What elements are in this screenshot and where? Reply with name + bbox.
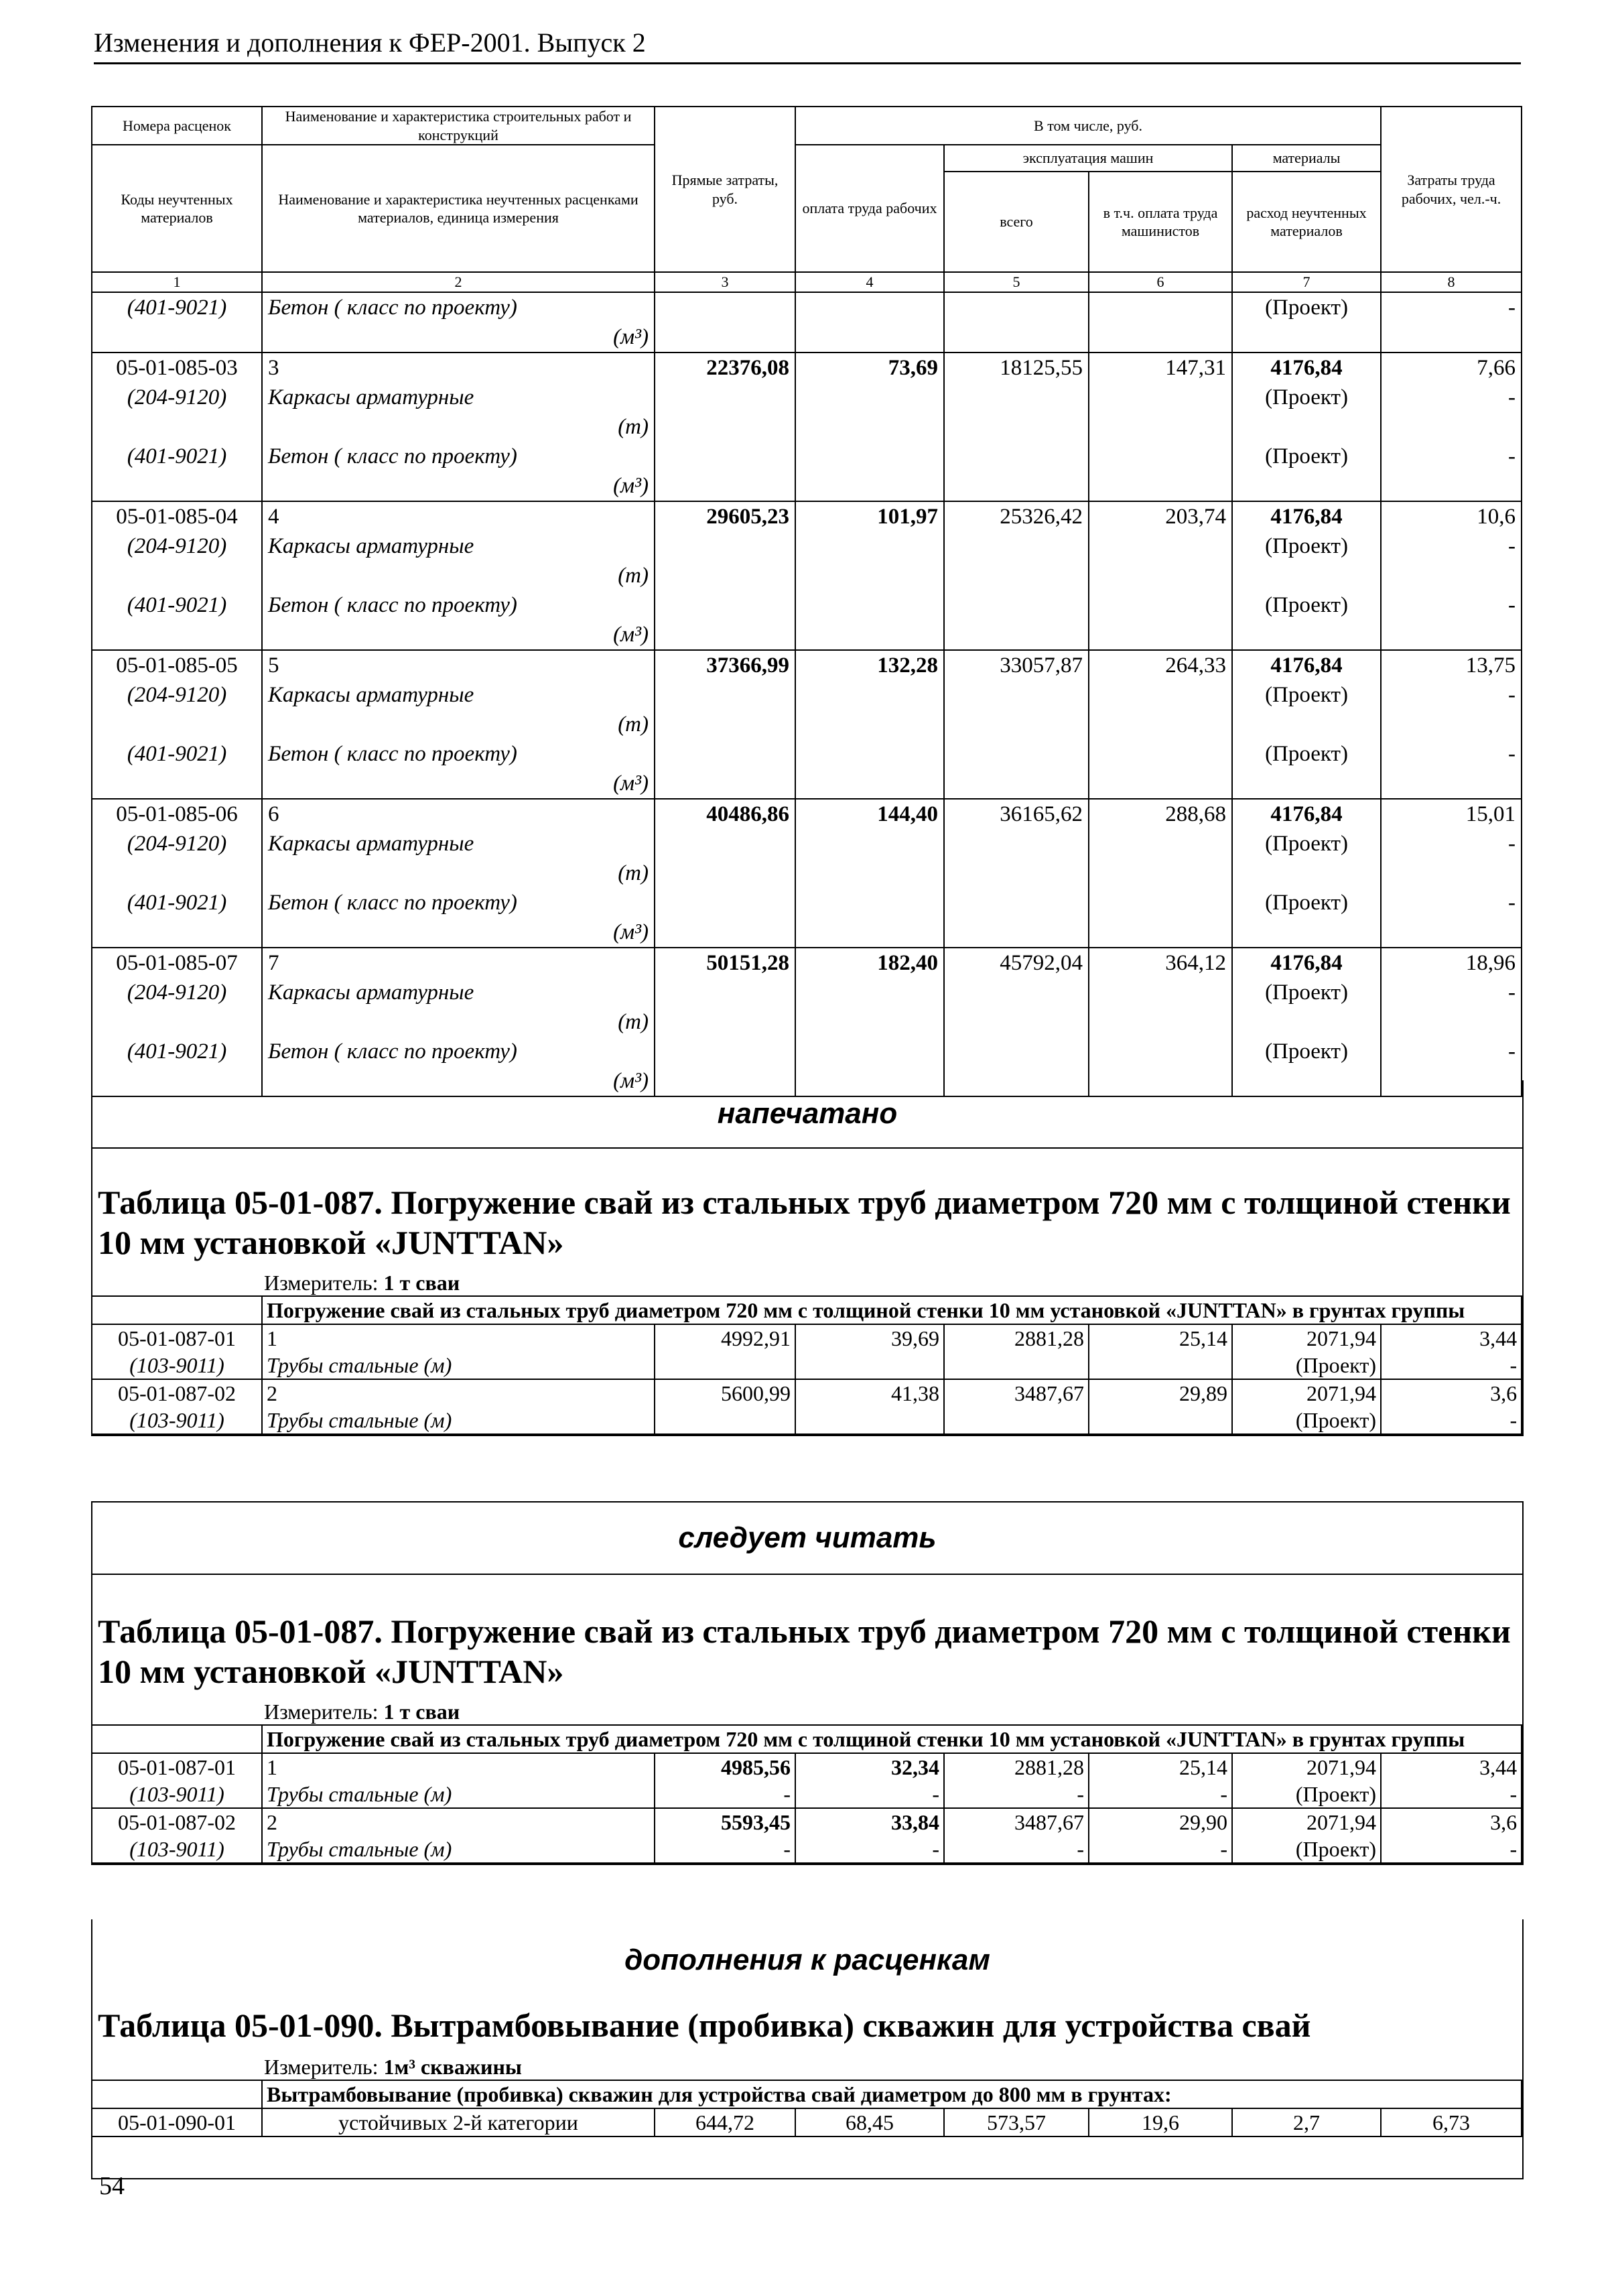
materials-project: (Проект) <box>1265 832 1348 856</box>
empty-cell <box>795 1407 944 1434</box>
direct-cost-cell: 29605,23 <box>655 501 795 650</box>
row-number: 2 <box>262 1808 655 1836</box>
unit-text: (м³) <box>613 920 649 944</box>
correction-banner-box <box>91 1501 1524 1575</box>
worker-pay-cell: 101,97 <box>795 501 944 650</box>
direct-cell: 644,72 <box>655 2108 795 2136</box>
direct-cost-cell: 5593,45 <box>655 1808 795 1836</box>
printed-table <box>91 1295 1522 1435</box>
column-number: 1 <box>92 272 262 292</box>
dash-cell: - <box>795 1836 944 1863</box>
machines-cell: 573,57 <box>944 2108 1089 2136</box>
rate-code-cell <box>92 948 262 1096</box>
spacer <box>1238 710 1375 739</box>
materials-project: (Проект) <box>1265 385 1348 409</box>
measure3-line <box>92 2045 1522 2080</box>
worker-pay-cell: 39,69 <box>795 1324 944 1352</box>
additions-banner: дополнения к расценкам <box>624 1943 990 1976</box>
materials-cell: 2071,94 <box>1232 1753 1381 1781</box>
materials-cell <box>1232 353 1381 501</box>
labor-value: 18,96 <box>1465 951 1516 975</box>
labor-value: 15,01 <box>1465 802 1516 826</box>
machinist-pay-header: в т.ч. оплата труда машинистов <box>1089 172 1232 272</box>
machines-cell: 33057,87 <box>944 650 1089 799</box>
materials-header: материалы <box>1232 145 1381 172</box>
materials-usage-header: расход неучтенных материалов <box>1232 172 1381 272</box>
materials-value: 4176,84 <box>1270 802 1343 826</box>
empty-cell <box>655 1352 795 1379</box>
spacer <box>1387 769 1516 798</box>
unit-text: (м³) <box>613 623 649 647</box>
row-number: 1 <box>262 1753 655 1781</box>
direct-cost-cell: 5600,99 <box>655 1379 795 1407</box>
labor-dash: - <box>1508 593 1516 617</box>
rates-table <box>91 106 1522 1097</box>
dash-cell: - <box>655 1836 795 1863</box>
material-name-text: Бетон ( класс по проекту) <box>268 296 517 320</box>
machines-cell: 2881,28 <box>944 1324 1089 1352</box>
rate-code: 05-01-085-05 <box>116 653 238 678</box>
direct-cost-cell: 22376,08 <box>655 353 795 501</box>
materials-project: (Проект) <box>1265 742 1348 766</box>
labor-value: 13,75 <box>1465 653 1516 678</box>
row-number: 2 <box>262 1379 655 1407</box>
unit-text: (м³) <box>613 325 649 349</box>
rate-code-cell <box>92 501 262 650</box>
machines-cell: 45792,04 <box>944 948 1089 1096</box>
worker-pay-cell: 182,40 <box>795 948 944 1096</box>
materials-cell <box>1232 650 1381 799</box>
direct-cost-cell: 4985,56 <box>655 1753 795 1781</box>
material-name: Трубы стальные (м) <box>262 1407 655 1434</box>
labor-dash: - <box>1508 891 1516 915</box>
machines-cell: 2881,28 <box>944 1753 1089 1781</box>
labor-cell <box>1381 650 1522 799</box>
material-code: (401-9021) <box>127 444 227 468</box>
labor-cell <box>1381 799 1522 948</box>
dash-cell: - <box>655 1781 795 1808</box>
dash-cell: - <box>1089 1836 1232 1863</box>
spacer <box>1238 620 1375 649</box>
row-number: 5 <box>268 653 279 678</box>
labor-cell: 3,44 <box>1381 1753 1522 1781</box>
machinist-pay-cell: 29,89 <box>1089 1379 1232 1407</box>
materials-cell: 2071,94 <box>1232 1808 1381 1836</box>
row-number: 1 <box>262 1324 655 1352</box>
material-name: Каркасы арматурные <box>268 385 474 409</box>
page-header: Изменения и дополнения к ФЕР-2001. Выпуск 2 <box>94 27 1521 64</box>
spacer <box>98 412 256 442</box>
table-row <box>92 501 1522 650</box>
empty-cell <box>944 1407 1089 1434</box>
subheading3: Вытрамбовывание (пробивка) скважин для устройства свай диаметром до 800 мм в грунтах: <box>262 2080 1522 2108</box>
rate-code: 05-01-085-07 <box>116 951 238 975</box>
material-name: Бетон ( класс по проекту) <box>268 593 517 617</box>
worker-pay-cell: 132,28 <box>795 650 944 799</box>
material-code: (103-9011) <box>92 1781 262 1808</box>
row-number: 4 <box>268 505 279 529</box>
table-row <box>92 948 1522 1096</box>
table3-title: Таблица 05-01-090. Вытрамбовывание (пробивка) скважин для устройства свай <box>98 2006 1311 2044</box>
machinist-pay-cell: 29,90 <box>1089 1808 1232 1836</box>
worker-pay-cell: 33,84 <box>795 1808 944 1836</box>
rate-code: 05-01-087-02 <box>92 1379 262 1407</box>
table-row <box>92 1379 1522 1407</box>
empty-cell <box>795 1352 944 1379</box>
table-row <box>92 1808 1522 1836</box>
column-number: 8 <box>1381 272 1522 292</box>
table-row <box>92 292 1522 353</box>
spacer <box>1238 769 1375 798</box>
labor-cost-header: Затраты труда рабочих, чел.-ч. <box>1381 107 1522 272</box>
labor-dash: - <box>1508 742 1516 766</box>
labor-dash: - <box>1508 683 1516 707</box>
material-code: (401-9021) <box>127 593 227 617</box>
material-name: Бетон ( класс по проекту) <box>268 444 517 468</box>
table-row <box>92 353 1522 501</box>
table-row <box>92 1753 1522 1781</box>
spacer <box>98 917 256 947</box>
labor-cell <box>1381 948 1522 1096</box>
column-number: 2 <box>262 272 655 292</box>
table-title: Таблица 05-01-087. Погружение свай из стальных труб диаметром 720 мм с толщиной стенки 10 мм установкой «JUNTTAN» <box>98 1184 1511 1261</box>
rate-code: 05-01-085-06 <box>116 802 238 826</box>
labor-cell <box>1381 501 1522 650</box>
material-name <box>262 292 655 353</box>
rate-code: 05-01-087-01 <box>92 1324 262 1352</box>
labor-cell: 3,6 <box>1381 1379 1522 1407</box>
material-row <box>92 1781 1522 1808</box>
empty-cell <box>1089 1407 1232 1434</box>
work-name: устойчивых 2-й категории <box>262 2108 655 2136</box>
materials-project: (Проект) <box>1232 1781 1381 1808</box>
spacer <box>1387 620 1516 649</box>
empty-cell <box>944 1352 1089 1379</box>
unit-text: (т) <box>618 564 649 588</box>
machinist-pay-cell: 288,68 <box>1089 799 1232 948</box>
measure-label: Измеритель: <box>264 1700 379 1724</box>
rate-code: 05-01-085-03 <box>116 356 238 380</box>
unit-text: (м³) <box>613 474 649 498</box>
labor-dash: - <box>1508 534 1516 558</box>
materials-project: (Проект) <box>1265 1039 1348 1064</box>
rate-code: 05-01-090-01 <box>92 2108 262 2136</box>
material-code: (401-9021) <box>127 891 227 915</box>
labor-cell: 3,44 <box>1381 1324 1522 1352</box>
materials-project: (Проект) <box>1232 1836 1381 1863</box>
empty-cell <box>655 1407 795 1434</box>
materials-project: (Проект) <box>1265 980 1348 1005</box>
spacer <box>98 858 256 888</box>
material-code: (401-9021) <box>127 1039 227 1064</box>
labor-cell: - <box>1381 292 1522 353</box>
labor-dash: - <box>1508 385 1516 409</box>
empty-cell <box>1089 1352 1232 1379</box>
material-row <box>92 1836 1522 1863</box>
machinist-pay-cell: 25,14 <box>1089 1753 1232 1781</box>
materials-cell: 2,7 <box>1232 2108 1381 2136</box>
printed-section <box>91 1147 1524 1436</box>
dash-cell: - <box>944 1781 1089 1808</box>
name-cell <box>262 501 655 650</box>
materials-cell <box>1232 799 1381 948</box>
printed-banner-box <box>91 1080 1524 1149</box>
rate-code: 05-01-085-04 <box>116 505 238 529</box>
direct-cost-cell: 37366,99 <box>655 650 795 799</box>
additions-table <box>91 2080 1522 2137</box>
direct-cost-cell: 4992,91 <box>655 1324 795 1352</box>
dash-cell: - <box>944 1836 1089 1863</box>
materials-project: (Проект) <box>1265 891 1348 915</box>
unit-text: (т) <box>618 415 649 439</box>
material-code: (401-9021) <box>92 292 262 353</box>
material-name: Каркасы арматурные <box>268 980 474 1005</box>
material-name: Каркасы арматурные <box>268 534 474 558</box>
rate-code-cell <box>92 799 262 948</box>
material-name: Бетон ( класс по проекту) <box>268 891 517 915</box>
material-name: Каркасы арматурные <box>268 683 474 707</box>
material-row <box>92 1352 1522 1379</box>
spacer <box>1387 858 1516 888</box>
material-name: Каркасы арматурные <box>268 832 474 856</box>
machinist-pay-cell: 19,6 <box>1089 2108 1232 2136</box>
materials-project: (Проект) <box>1232 1407 1381 1434</box>
spacer <box>98 471 256 501</box>
labor-value: 10,6 <box>1477 505 1516 529</box>
labor-cell <box>1381 353 1522 501</box>
material-code: (103-9011) <box>92 1836 262 1863</box>
subheading: Погружение свай из стальных труб диаметром 720 мм с толщиной стенки 10 мм установкой «JUNTTAN» в грунтах группы <box>262 1296 1522 1324</box>
material-code: (204-9120) <box>127 980 227 1005</box>
additions-section <box>91 1919 1524 2179</box>
measure-value: 1 т сваи <box>383 1700 460 1724</box>
direct-cost-cell: 40486,86 <box>655 799 795 948</box>
table-title: Таблица 05-01-087. Погружение свай из стальных труб диаметром 720 мм с толщиной стенки 10 мм установкой «JUNTTAN» <box>98 1612 1511 1690</box>
col1-bottom-header: Коды неучтенных материалов <box>92 145 262 272</box>
material-row <box>92 1407 1522 1434</box>
material-code: (103-9011) <box>92 1407 262 1434</box>
spacer <box>98 710 256 739</box>
labor-dash: - <box>1381 1352 1522 1379</box>
worker-pay-cell: 144,40 <box>795 799 944 948</box>
column-number: 7 <box>1232 272 1381 292</box>
material-code: (401-9021) <box>127 742 227 766</box>
spacer <box>1387 471 1516 501</box>
machinist-pay-cell: 364,12 <box>1089 948 1232 1096</box>
col2-top-header: Наименование и характеристика строительных работ и конструкций <box>262 107 655 145</box>
unit-text: (т) <box>618 712 649 737</box>
materials-project: (Проект) <box>1232 1352 1381 1379</box>
labor-value: 7,66 <box>1477 356 1516 380</box>
spacer <box>1238 858 1375 888</box>
worker-pay-cell: 73,69 <box>795 353 944 501</box>
spacer <box>1238 561 1375 590</box>
including-header: В том числе, руб. <box>795 107 1381 145</box>
table-row <box>92 2108 1522 2136</box>
rate-code-cell <box>92 650 262 799</box>
materials-cell: 2071,94 <box>1232 1379 1381 1407</box>
spacer <box>1387 1007 1516 1037</box>
spacer <box>1387 561 1516 590</box>
row-number: 3 <box>268 356 279 380</box>
machines-cell: 36165,62 <box>944 799 1089 948</box>
unit-text: (м³) <box>613 1069 649 1093</box>
measure-value: 1 т сваи <box>383 1271 460 1295</box>
materials-cell: (Проект) <box>1232 292 1381 353</box>
spacer <box>98 769 256 798</box>
materials-value: 4176,84 <box>1270 653 1343 678</box>
row-number: 6 <box>268 802 279 826</box>
machines-cell: 3487,67 <box>944 1808 1089 1836</box>
correction-banner: следует читать <box>678 1521 937 1554</box>
unit-text: (т) <box>618 861 649 885</box>
labor-cell: 6,73 <box>1381 2108 1522 2136</box>
labor-dash: - <box>1381 1781 1522 1808</box>
table-row <box>92 799 1522 948</box>
materials-project: (Проект) <box>1265 534 1348 558</box>
material-name: Трубы стальные (м) <box>262 1836 655 1863</box>
printed-banner: напечатано <box>717 1097 898 1130</box>
table-row <box>92 650 1522 799</box>
direct-cost-header: Прямые затраты, руб. <box>655 107 795 272</box>
machinist-pay-cell: 147,31 <box>1089 353 1232 501</box>
name-cell <box>262 353 655 501</box>
materials-cell <box>1232 948 1381 1096</box>
labor-dash: - <box>1508 444 1516 468</box>
spacer <box>1387 412 1516 442</box>
worker-pay-cell: 32,34 <box>795 1753 944 1781</box>
material-code: (204-9120) <box>127 534 227 558</box>
spacer <box>1238 917 1375 947</box>
measure-label: Измеритель: <box>264 1271 379 1295</box>
material-name: Бетон ( класс по проекту) <box>268 1039 517 1064</box>
column-number: 4 <box>795 272 944 292</box>
spacer <box>98 620 256 649</box>
pay-cell: 68,45 <box>795 2108 944 2136</box>
materials-value: 4176,84 <box>1270 505 1343 529</box>
name-cell <box>262 650 655 799</box>
material-code: (204-9120) <box>127 385 227 409</box>
material-name: Трубы стальные (м) <box>262 1781 655 1808</box>
machines-header: эксплуатация машин <box>944 145 1232 172</box>
materials-project: (Проект) <box>1265 593 1348 617</box>
materials-cell: 2071,94 <box>1232 1324 1381 1352</box>
measure-label: Измеритель: <box>264 2055 379 2079</box>
unit-text: (т) <box>618 1010 649 1034</box>
subheading: Погружение свай из стальных труб диаметром 720 мм с толщиной стенки 10 мм установкой «JUNTTAN» в грунтах группы <box>262 1725 1522 1753</box>
column-numbers-row <box>92 272 1522 292</box>
column-number: 3 <box>655 272 795 292</box>
rate-code: 05-01-087-02 <box>92 1808 262 1836</box>
name-cell <box>262 799 655 948</box>
material-name: Трубы стальные (м) <box>262 1352 655 1379</box>
column-number: 6 <box>1089 272 1232 292</box>
labor-dash: - <box>1508 832 1516 856</box>
spacer <box>98 561 256 590</box>
materials-cell <box>1232 501 1381 650</box>
rate-code-cell <box>92 353 262 501</box>
measure3-value: 1м³ скважины <box>383 2055 522 2079</box>
spacer <box>1387 710 1516 739</box>
worker-pay-cell: 41,38 <box>795 1379 944 1407</box>
machinist-pay-cell: 264,33 <box>1089 650 1232 799</box>
labor-dash: - <box>1381 1836 1522 1863</box>
rate-code: 05-01-087-01 <box>92 1753 262 1781</box>
spacer <box>98 1007 256 1037</box>
worker-pay-header: оплата труда рабочих <box>795 145 944 272</box>
machines-cell: 25326,42 <box>944 501 1089 650</box>
machines-total-header: всего <box>944 172 1089 272</box>
materials-project: (Проект) <box>1265 683 1348 707</box>
spacer <box>1387 917 1516 947</box>
spacer <box>1238 471 1375 501</box>
spacer <box>1238 1007 1375 1037</box>
corrected-section <box>91 1572 1524 1865</box>
materials-value: 4176,84 <box>1270 356 1343 380</box>
machines-cell: 3487,67 <box>944 1379 1089 1407</box>
dash-cell: - <box>1089 1781 1232 1808</box>
material-name: Бетон ( класс по проекту) <box>268 742 517 766</box>
machines-cell: 18125,55 <box>944 353 1089 501</box>
page-number: 54 <box>99 2172 125 2200</box>
column-number: 5 <box>944 272 1089 292</box>
measure-line <box>92 1263 1522 1295</box>
measure-line <box>92 1692 1522 1724</box>
material-code: (204-9120) <box>127 832 227 856</box>
material-code: (103-9011) <box>92 1352 262 1379</box>
labor-dash: - <box>1508 1039 1516 1064</box>
col2-bottom-header: Наименование и характеристика неучтенных расценками материалов, единица измерения <box>262 145 655 272</box>
machinist-pay-cell: 25,14 <box>1089 1324 1232 1352</box>
name-cell <box>262 948 655 1096</box>
corrected-table <box>91 1724 1522 1864</box>
unit-text: (м³) <box>613 771 649 795</box>
direct-cost-cell: 50151,28 <box>655 948 795 1096</box>
labor-cell: 3,6 <box>1381 1808 1522 1836</box>
row-number: 7 <box>268 951 279 975</box>
machinist-pay-cell: 203,74 <box>1089 501 1232 650</box>
labor-dash: - <box>1381 1407 1522 1434</box>
table-row <box>92 1324 1522 1352</box>
labor-dash: - <box>1508 980 1516 1005</box>
materials-value: 4176,84 <box>1270 951 1343 975</box>
dash-cell: - <box>795 1781 944 1808</box>
col1-top-header: Номера расценок <box>92 107 262 145</box>
spacer <box>1238 412 1375 442</box>
material-code: (204-9120) <box>127 683 227 707</box>
materials-project: (Проект) <box>1265 444 1348 468</box>
